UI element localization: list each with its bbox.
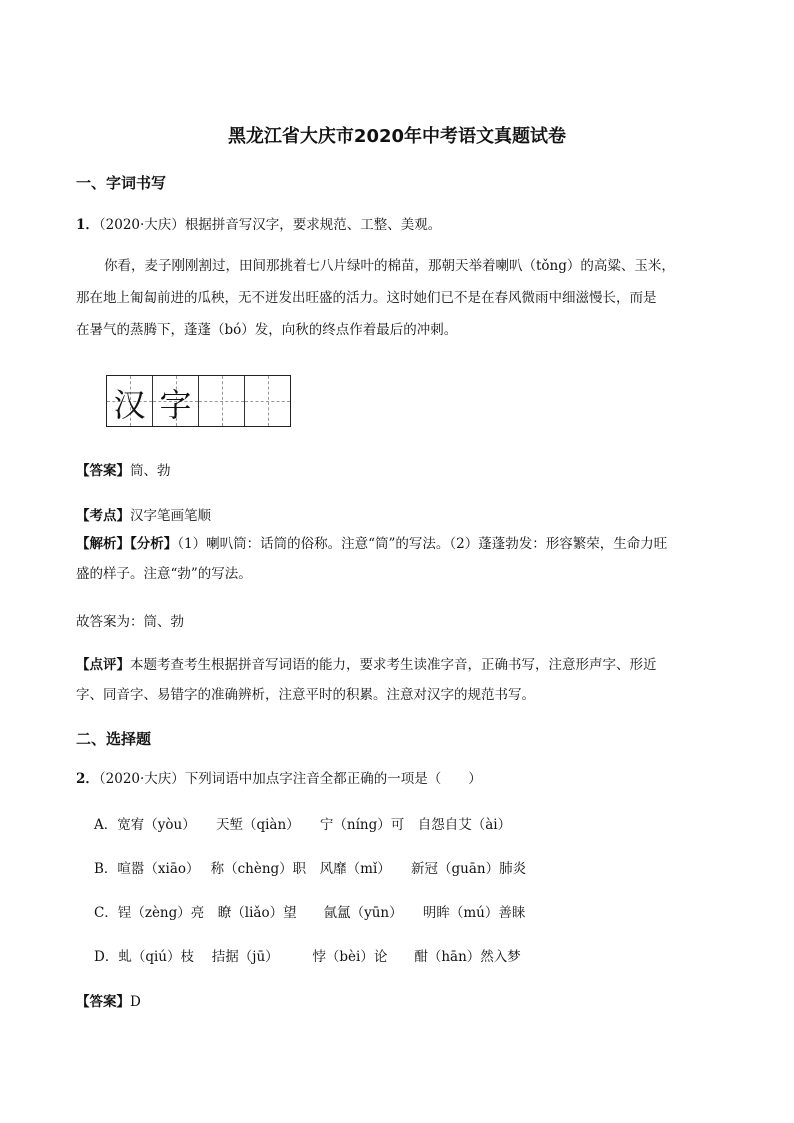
dianping-line: 本题考查考生根据拼音写词语的能力，要求考生读准字音，正确书写，注意形声字、形近 <box>130 657 657 673</box>
jiexi-label: 【解析】 <box>76 536 130 552</box>
fenxi-label: 【分析】 <box>130 536 178 552</box>
grid-cell <box>245 376 290 426</box>
dianping-line: 字、同音字、易错字的准确辨析，注意平时的积累。注意对汉字的规范书写。 <box>76 687 535 703</box>
jiexi <box>76 529 716 589</box>
answer-label: 【答案】 <box>76 994 130 1010</box>
kaodian-text: 汉字笔画笔顺 <box>130 508 211 524</box>
section-heading-1: 一、字词书写 <box>76 174 167 192</box>
question-text: 根据拼音写汉字，要求规范、工整、美观。 <box>184 217 442 233</box>
passage-line: 你看，麦子刚刚割过，田间那挑着七八片绿叶的棉苗，那朝天举着喇叭（tǒng）的高粱、玉米， <box>104 258 675 274</box>
answer-label: 【答案】 <box>76 463 130 479</box>
page-title: 黑龙江省大庆市2020年中考语文真题试卷 <box>227 126 567 147</box>
answer-text: D <box>130 994 141 1010</box>
jiexi-line: 盛的样子。注意“勃”的写法。 <box>76 566 252 582</box>
final-answer: 故答案为：筒、勃 <box>76 614 184 630</box>
question-source: （2020·大庆） <box>98 771 185 787</box>
section-heading-2: 二、选择题 <box>76 730 152 748</box>
answer-text: 筒、勃 <box>130 463 171 479</box>
question-number: 2． <box>76 771 99 787</box>
kaodian-label: 【考点】 <box>76 508 130 524</box>
grid-char: 汉 <box>113 386 146 424</box>
question-source: （2020·大庆） <box>98 217 185 233</box>
question-1 <box>76 213 441 233</box>
passage <box>76 250 716 346</box>
question-number: 1． <box>76 217 99 233</box>
grid-cell <box>153 376 199 426</box>
writing-grid <box>106 375 291 427</box>
question-2 <box>76 767 482 787</box>
dianping-label: 【点评】 <box>76 657 130 673</box>
grid-cell <box>107 376 153 426</box>
jiexi-line: （1）喇叭筒：话筒的俗称。注意“筒”的写法。（2）蓬蓬勃发：形容繁荣，生命力旺 <box>177 536 668 552</box>
passage-line: 那在地上匍匐前进的瓜秧，无不迸发出旺盛的活力。这时她们已不是在春风微雨中细滋慢长，而是 <box>76 290 657 306</box>
dianping <box>76 650 716 710</box>
grid-char: 字 <box>159 386 192 424</box>
answer-2 <box>76 990 141 1010</box>
question-text: 下列词语中加点字注音全都正确的一项是（ ） <box>184 771 482 787</box>
passage-line: 在暑气的蒸腾下，蓬蓬（bó）发，向秋的终点作着最后的冲刺。 <box>76 322 458 338</box>
option-d: D．虬（qiú）枝 拮据（jū） 悖（bèi）论 酣（hān）然入梦 <box>94 949 521 965</box>
kaodian <box>76 504 211 524</box>
option-c: C．锃（zèng）亮 瞭（liǎo）望 氤氲（yūn） 明眸（mú）善睐 <box>94 905 526 921</box>
option-a: A．宽宥（yòu） 天堑（qiàn） 宁（níng）可 自怨自艾（ài） <box>94 817 512 833</box>
grid-cell <box>199 376 245 426</box>
answer-1 <box>76 459 171 479</box>
option-b: B．喧嚣（xiāo） 称（chèng）职 风靡（mǐ） 新冠（guān）肺炎 <box>94 861 527 877</box>
